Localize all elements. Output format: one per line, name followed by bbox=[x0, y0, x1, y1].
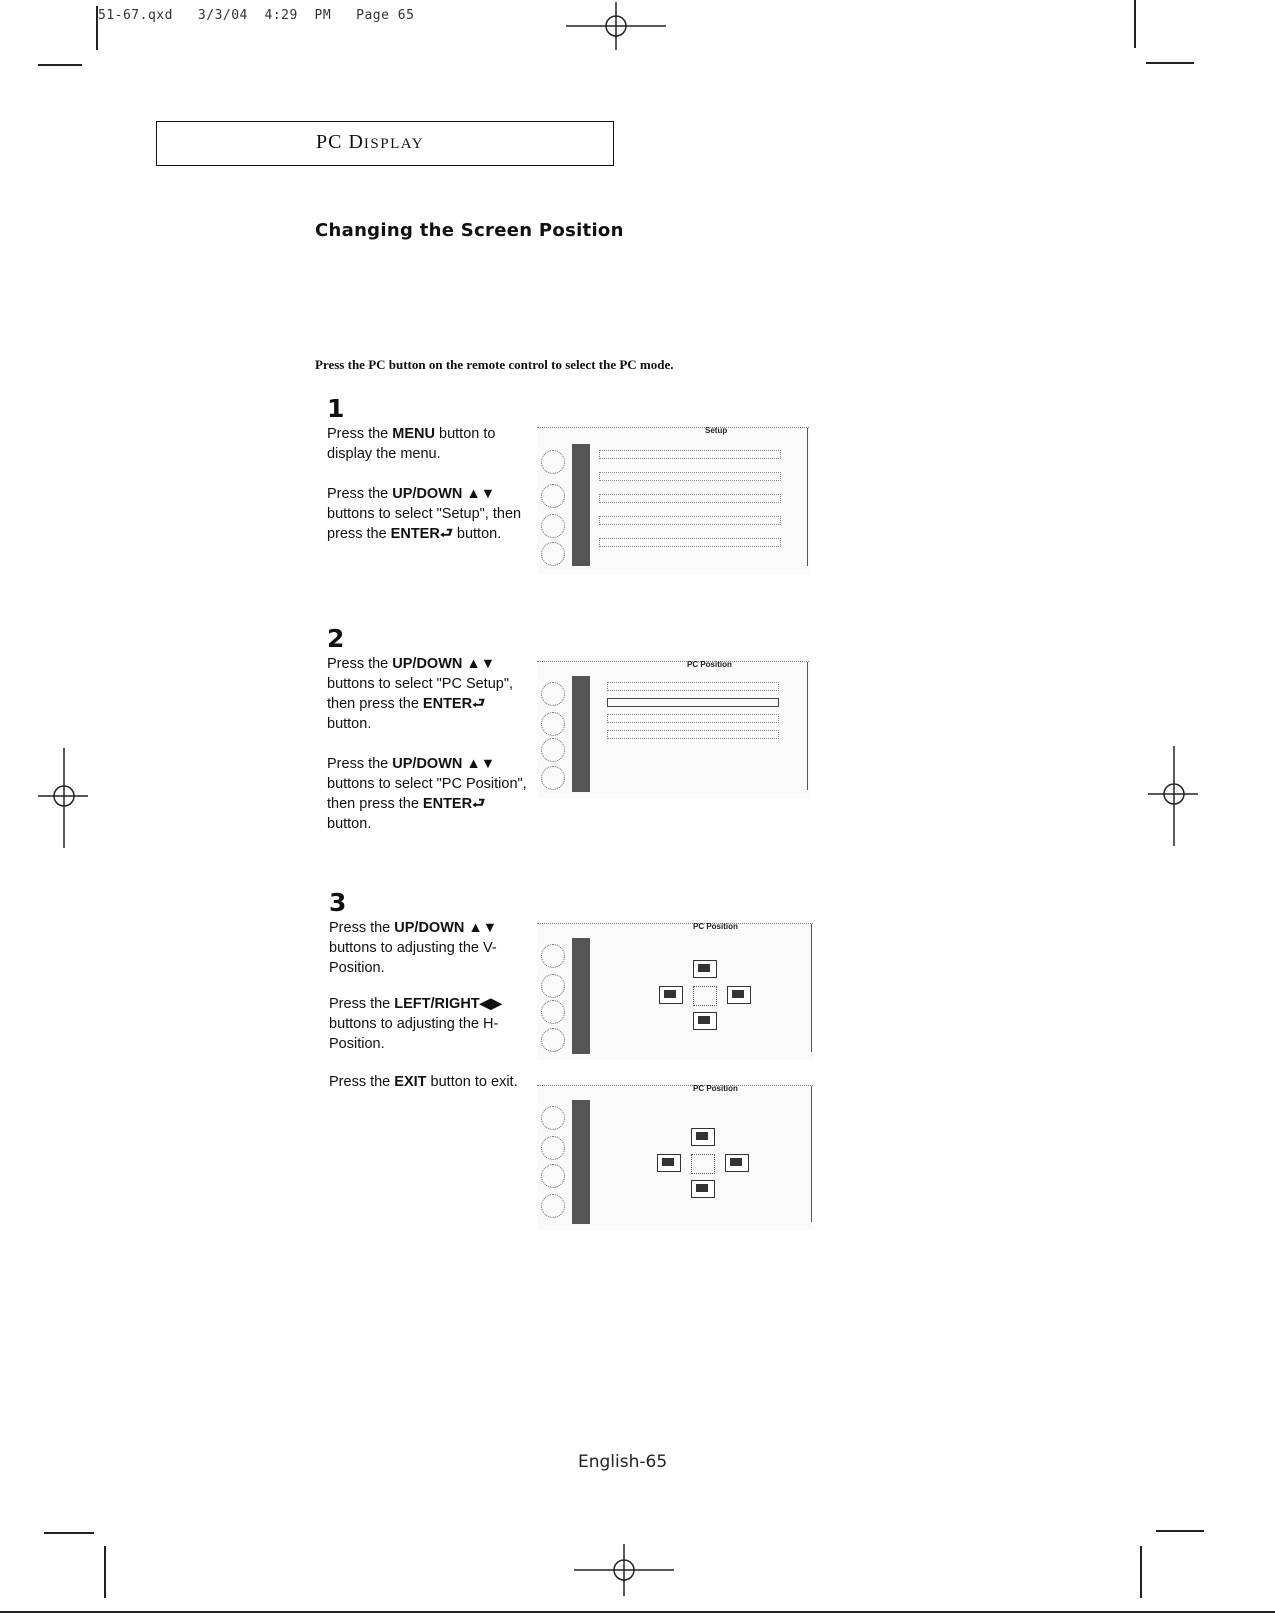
menu-setup-icon bbox=[541, 1194, 565, 1218]
crop-mark bbox=[104, 1546, 106, 1598]
step-3-paragraph: Press the EXIT button to exit. bbox=[329, 1074, 518, 1090]
menu-input-icon bbox=[541, 450, 565, 474]
step-3-paragraph: Press the LEFT/RIGHT◀▶ buttons to adjusting the H-Position. bbox=[329, 996, 502, 1052]
section-header: PC DISPLAY bbox=[316, 131, 425, 153]
crop-mark bbox=[1134, 0, 1136, 48]
menu-sound-icon bbox=[541, 1164, 565, 1188]
menu-sidebar bbox=[572, 444, 590, 566]
menu-top-border bbox=[537, 661, 809, 662]
menu-title: PC Position bbox=[693, 922, 738, 931]
step-3-paragraph: Press the UP/DOWN ▲▼ buttons to adjusting the V-Position. bbox=[329, 920, 498, 976]
registration-mark bbox=[1148, 746, 1198, 846]
step-number: 3 bbox=[329, 888, 347, 917]
crop-mark bbox=[1140, 1546, 1142, 1598]
menu-right-border bbox=[807, 662, 808, 790]
right-position-icon bbox=[725, 1154, 749, 1172]
menu-input-icon bbox=[541, 1106, 565, 1130]
down-position-icon bbox=[693, 1012, 717, 1030]
page-footer: English-65 bbox=[578, 1452, 668, 1472]
menu-row bbox=[607, 730, 779, 739]
menu-row bbox=[599, 494, 781, 503]
tv-menu-screenshot-pc-position-h bbox=[537, 1082, 813, 1230]
menu-top-border bbox=[537, 427, 809, 428]
step-number: 2 bbox=[327, 624, 345, 653]
tv-menu-screenshot-pc-setup bbox=[537, 658, 809, 798]
menu-setup-icon bbox=[541, 766, 565, 790]
print-slug: 51-67.qxd 3/3/04 4:29 PM Page 65 bbox=[98, 8, 415, 23]
crop-mark bbox=[96, 6, 98, 50]
step-2-paragraph: Press the UP/DOWN ▲▼ buttons to select "PC Setup", then press the ENTER⮐ button. bbox=[327, 656, 514, 732]
registration-mark bbox=[574, 1544, 674, 1596]
menu-picture-icon bbox=[541, 484, 565, 508]
registration-mark bbox=[38, 748, 88, 848]
menu-picture-icon bbox=[541, 712, 565, 736]
page-bottom-rule bbox=[0, 1611, 1275, 1613]
menu-input-icon bbox=[541, 944, 565, 968]
menu-setup-icon bbox=[541, 1028, 565, 1052]
step-2-paragraph: Press the UP/DOWN ▲▼ buttons to select "PC Position", then press the ENTER⮐ button. bbox=[327, 756, 527, 832]
menu-row bbox=[607, 682, 779, 691]
crop-mark bbox=[38, 64, 82, 66]
menu-sidebar bbox=[572, 1100, 590, 1224]
menu-row-selected bbox=[607, 698, 779, 707]
menu-row bbox=[599, 472, 781, 481]
menu-title: Setup bbox=[705, 426, 728, 435]
left-position-icon bbox=[657, 1154, 681, 1172]
menu-picture-icon bbox=[541, 1136, 565, 1160]
position-center bbox=[693, 986, 717, 1006]
menu-row bbox=[607, 714, 779, 723]
menu-top-border bbox=[537, 1085, 813, 1086]
menu-sound-icon bbox=[541, 1000, 565, 1024]
page-title: Changing the Screen Position bbox=[315, 220, 624, 241]
menu-right-border bbox=[811, 1086, 812, 1222]
down-position-icon bbox=[691, 1180, 715, 1198]
up-position-icon bbox=[693, 960, 717, 978]
menu-top-border bbox=[537, 923, 813, 924]
menu-sound-icon bbox=[541, 514, 565, 538]
intro-text: Press the PC button on the remote control to select the PC mode. bbox=[315, 357, 674, 372]
registration-mark bbox=[566, 2, 666, 50]
menu-row bbox=[599, 450, 781, 459]
crop-mark bbox=[1146, 62, 1194, 64]
menu-right-border bbox=[807, 428, 808, 566]
menu-right-border bbox=[811, 924, 812, 1052]
menu-picture-icon bbox=[541, 974, 565, 998]
tv-menu-screenshot-setup bbox=[537, 424, 809, 574]
menu-row bbox=[599, 538, 781, 547]
step-number: 1 bbox=[327, 394, 345, 423]
crop-mark bbox=[1156, 1530, 1204, 1532]
left-position-icon bbox=[659, 986, 683, 1004]
menu-title: PC Position bbox=[687, 660, 732, 669]
step-1-paragraph: Press the UP/DOWN ▲▼ buttons to select "Setup", then press the ENTER⮐ button. bbox=[327, 486, 522, 542]
menu-input-icon bbox=[541, 682, 565, 706]
step-1-paragraph: Press the MENU button to display the menu. bbox=[327, 426, 496, 462]
tv-menu-screenshot-pc-position-v bbox=[537, 920, 813, 1060]
menu-sound-icon bbox=[541, 738, 565, 762]
right-position-icon bbox=[727, 986, 751, 1004]
menu-sidebar bbox=[572, 676, 590, 792]
position-center bbox=[691, 1154, 715, 1174]
crop-mark bbox=[44, 1532, 94, 1534]
menu-sidebar bbox=[572, 938, 590, 1054]
menu-row bbox=[599, 516, 781, 525]
up-position-icon bbox=[691, 1128, 715, 1146]
menu-setup-icon bbox=[541, 542, 565, 566]
menu-title: PC Position bbox=[693, 1084, 738, 1093]
